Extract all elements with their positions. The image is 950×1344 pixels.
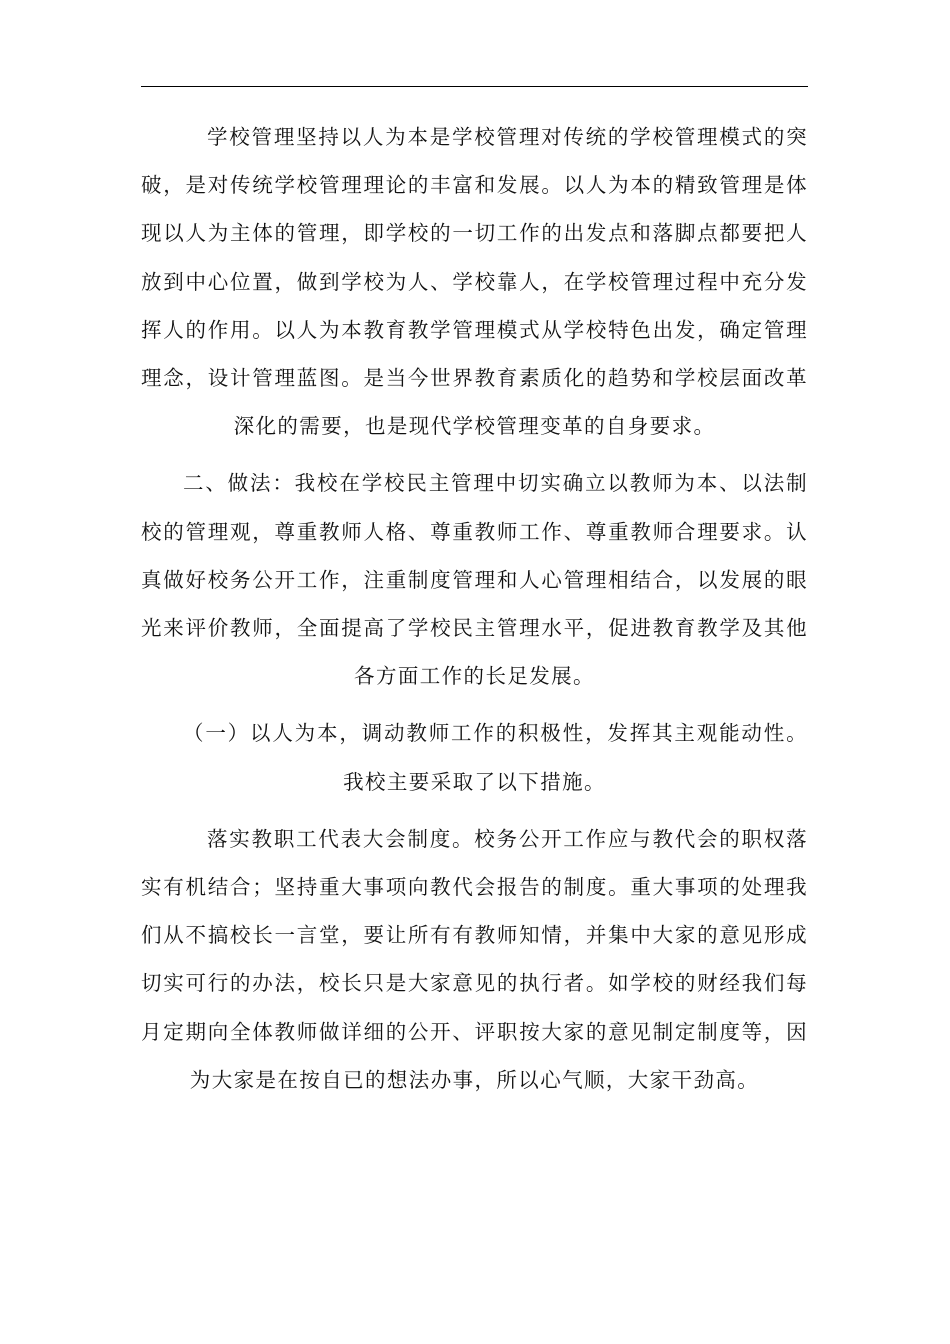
paragraph-management-philosophy: 学校管理坚持以人为本是学校管理对传统的学校管理模式的突破，是对传统学校管理理论的丰富和发展。以人为本的精致管理是体现以人为主体的管理，即学校的一切工作的出发点和落脚点都要把人放到中心位置，做到学校为人、学校靠人，在学校管理过程中充分发挥人的作用。以人为本教育教学管理模式从学校特色出发，确定管理理念，设计管理蓝图。是当今世界教育素质化的趋势和学校层面改革深化的需要，也是现代学校管理变革的自身要求。 <box>141 125 808 439</box>
document-body <box>141 113 808 1104</box>
paragraph-gap <box>141 806 808 815</box>
paragraph-section-one: （一）以人为本，调动教师工作的积极性，发挥其主观能动性。我校主要采取了以下措施。 <box>183 721 808 794</box>
paragraph-gap <box>141 450 808 459</box>
paragraph-practices: 二、做法：我校在学校民主管理中切实确立以教师为本、以法制校的管理观，尊重教师人格、尊重教师工作、尊重教师合理要求。认真做好校务公开工作，注重制度管理和人心管理相结合，以发展的眼光来评价教师，全面提高了学校民主管理水平，促进教育教学及其他各方面工作的长足发展。 <box>141 471 808 689</box>
paragraph-gap <box>141 700 808 709</box>
header-rule <box>141 86 808 87</box>
paragraph-staff-congress: 落实教职工代表大会制度。校务公开工作应与教代会的职权落实有机结合；坚持重大事项向教代会报告的制度。重大事项的处理我们从不搞校长一言堂，要让所有有教师知情，并集中大家的意见形成切实可行的办法，校长只是大家意见的执行者。如学校的财经我们每月定期向全体教师做详细的公开、评职按大家的意见制定制度等，因为大家是在按自已的想法办事，所以心气顺，大家干劲高。 <box>141 826 808 1092</box>
